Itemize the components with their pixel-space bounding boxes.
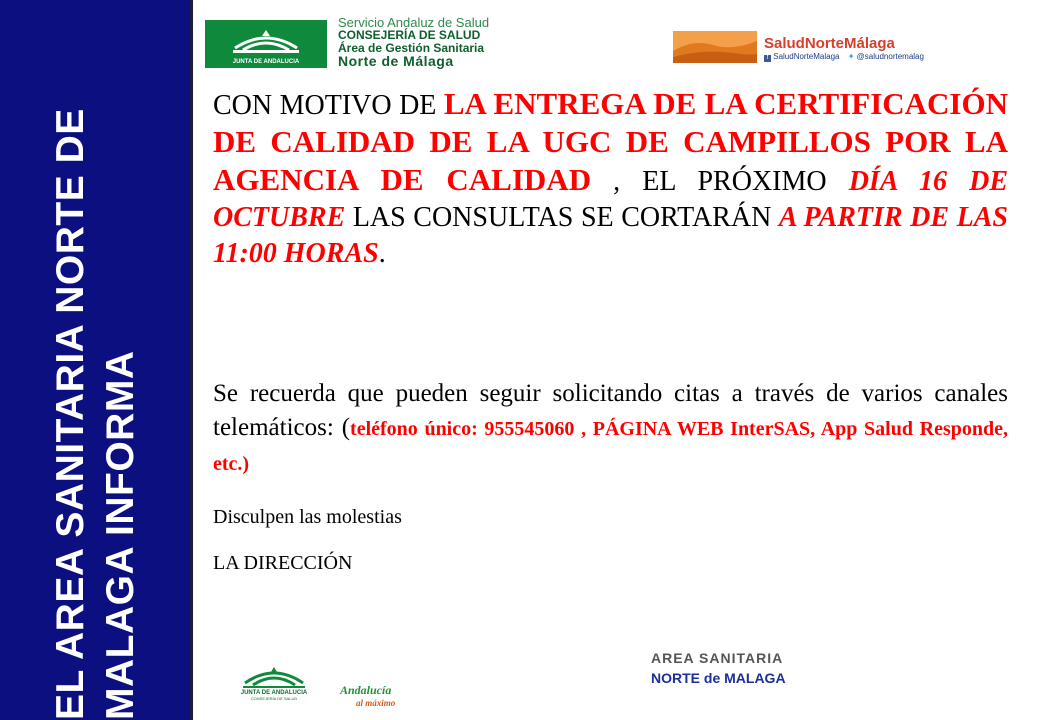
salud-norte-malaga-social <box>764 52 924 62</box>
notice-next: , EL PRÓXIMO <box>591 166 849 197</box>
junta-service-name: Servicio Andaluz de Salud <box>338 15 490 30</box>
salud-norte-malaga-image <box>673 31 757 63</box>
footer-area-line2: NORTE de MALAGA <box>651 670 786 686</box>
junta-logo-text: JUNTA DE ANDALUCIA <box>232 59 300 65</box>
notice-paragraph-1 <box>213 86 1008 272</box>
notice-date: DÍA 16 DE OCTUBRE <box>213 166 1008 233</box>
junta-norte-malaga: Norte de Málaga <box>338 53 454 69</box>
side-banner-text <box>46 80 146 720</box>
notice-event: LA ENTREGA DE LA CERTIFICACIÓN DE CALIDAD DE LA UGC DE CAMPILLOS POR LA AGENCIA DE CALIDAD <box>213 86 1008 197</box>
notice-end: . <box>378 238 386 269</box>
side-banner-line2: MALAGA INFORMA <box>99 350 142 720</box>
notice-signature: LA DIRECCIÓN <box>213 552 353 574</box>
junta-header-text <box>338 16 489 68</box>
notice-intro: CON MOTIVO DE <box>213 90 444 121</box>
facebook-icon: f <box>764 55 771 62</box>
side-banner-line1: EL AREA SANITARIA NORTE DE <box>49 108 92 720</box>
notice-time: A PARTIR DE LAS 11:00 HORAS <box>213 202 1008 269</box>
twitter-handle: @saludnortemalag <box>856 52 924 61</box>
andalucia-logo <box>340 683 395 708</box>
notice-apology: Disculpen las molestias <box>213 506 402 528</box>
footer-junta-sub: CONSEJERÍA DE SALUD <box>250 696 298 701</box>
notice-consultations: LAS CONSULTAS SE CORTARÁN <box>345 202 779 233</box>
junta-andalucia-logo <box>205 20 327 68</box>
footer-junta-text: JUNTA DE ANDALUCIA <box>240 690 308 696</box>
side-banner <box>0 0 193 720</box>
junta-consejeria: CONSEJERÍA DE SALUD <box>338 28 481 42</box>
notice-paragraph-2 <box>213 377 1008 481</box>
andalucia-logo-text: Andalucía <box>340 683 392 697</box>
notice-reminder: Se recuerda que pueden seguir solicitando citas a través de varios canales telemáticos: ( <box>213 380 1008 441</box>
junta-area-gestion: Área de Gestión Sanitaria <box>338 41 485 55</box>
twitter-icon: ✦ <box>847 52 855 61</box>
andalucia-logo-sub: al máximo <box>356 698 396 708</box>
salud-norte-malaga-title: SaludNorteMálaga <box>764 35 895 52</box>
footer-area-label <box>651 648 786 688</box>
notice-channels: teléfono único: 955545060 , PÁGINA WEB InterSAS, App Salud Responde, etc.) <box>213 418 1008 475</box>
footer-junta-logo <box>231 665 317 701</box>
footer-area-line1: AREA SANITARIA <box>651 650 784 666</box>
facebook-handle: SaludNorteMalaga <box>773 52 840 61</box>
